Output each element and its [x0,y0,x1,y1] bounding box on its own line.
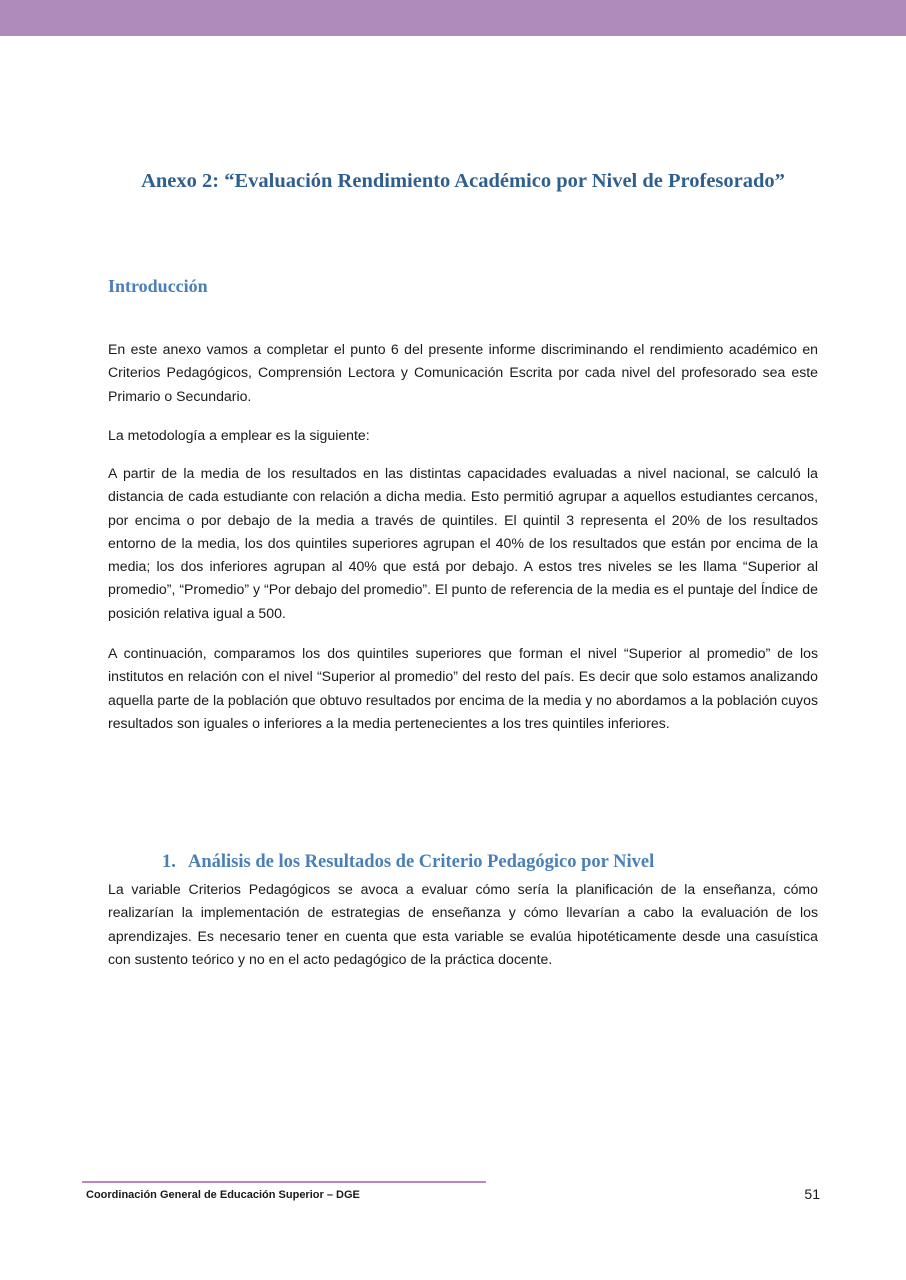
footer-organization: Coordinación General de Educación Superior – DGE [86,1189,360,1201]
introduction-heading: Introducción [108,276,208,296]
methodology-paragraph: A partir de la media de los resultados en las distintas capacidades evaluadas a nivel nacional, se calculó la distancia de cada estudiante con relación a dicha media. Esto permitió agrupar a aquellos estudiantes cercanos, por encima o por debajo de la media a través de quintiles. El quintil 3 representa el 20% de los resultados entorno de la media, los dos quintiles superiores agrupan el 40% de los resultados que están por encima de la media; los dos inferiores agrupan al 40% que está por debajo. A estos tres niveles se les llama “Superior al promedio”, “Promedio” y “Por debajo del promedio”. El punto de referencia de la media es el puntaje del Índice de posición relativa igual a 500. [108,465,818,621]
section-title: Análisis de los Resultados de Criterio Pedagógico por Nivel [188,852,655,872]
methodology-intro: La metodología a emplear es la siguiente: [108,427,370,443]
intro-paragraph-1: En este anexo vamos a completar el punto 6 del presente informe discriminando el rendimiento académico en Criterios Pedagógicos, Comprensión Lectora y Comunicación Escrita por cada nivel del profesorado sea este Primario o Secundario. [108,341,818,404]
page-number: 51 [804,1186,820,1202]
section-number: 1. [162,852,176,872]
header-band [0,0,906,36]
section-1-heading [162,852,654,873]
comparison-paragraph: A continuación, comparamos los dos quintiles superiores que forman el nivel “Superior al promedio” de los institutos en relación con el nivel “Superior al promedio” del resto del país. Es decir que solo estamos analizando aquella parte de la población que obtuvo resultados por encima de la media y no abordamos a la población cuyos resultados son iguales o inferiores a la media pertenecientes a los tres quintiles inferiores. [108,645,818,731]
section-1-paragraph: La variable Criterios Pedagógicos se avoca a evaluar cómo sería la planificación de la enseñanza, cómo realizarían la implementación de estrategias de enseñanza y cómo llevarían a cabo la evaluación de los aprendizajes. Es necesario tener en cuenta que esta variable se evalúa hipotéticamente desde una casuística con sustento teórico y no en el acto pedagógico de la práctica docente. [108,881,818,967]
document-title: Anexo 2: “Evaluación Rendimiento Académico por Nivel de Profesorado” [141,170,785,192]
footer-divider [82,1181,486,1183]
